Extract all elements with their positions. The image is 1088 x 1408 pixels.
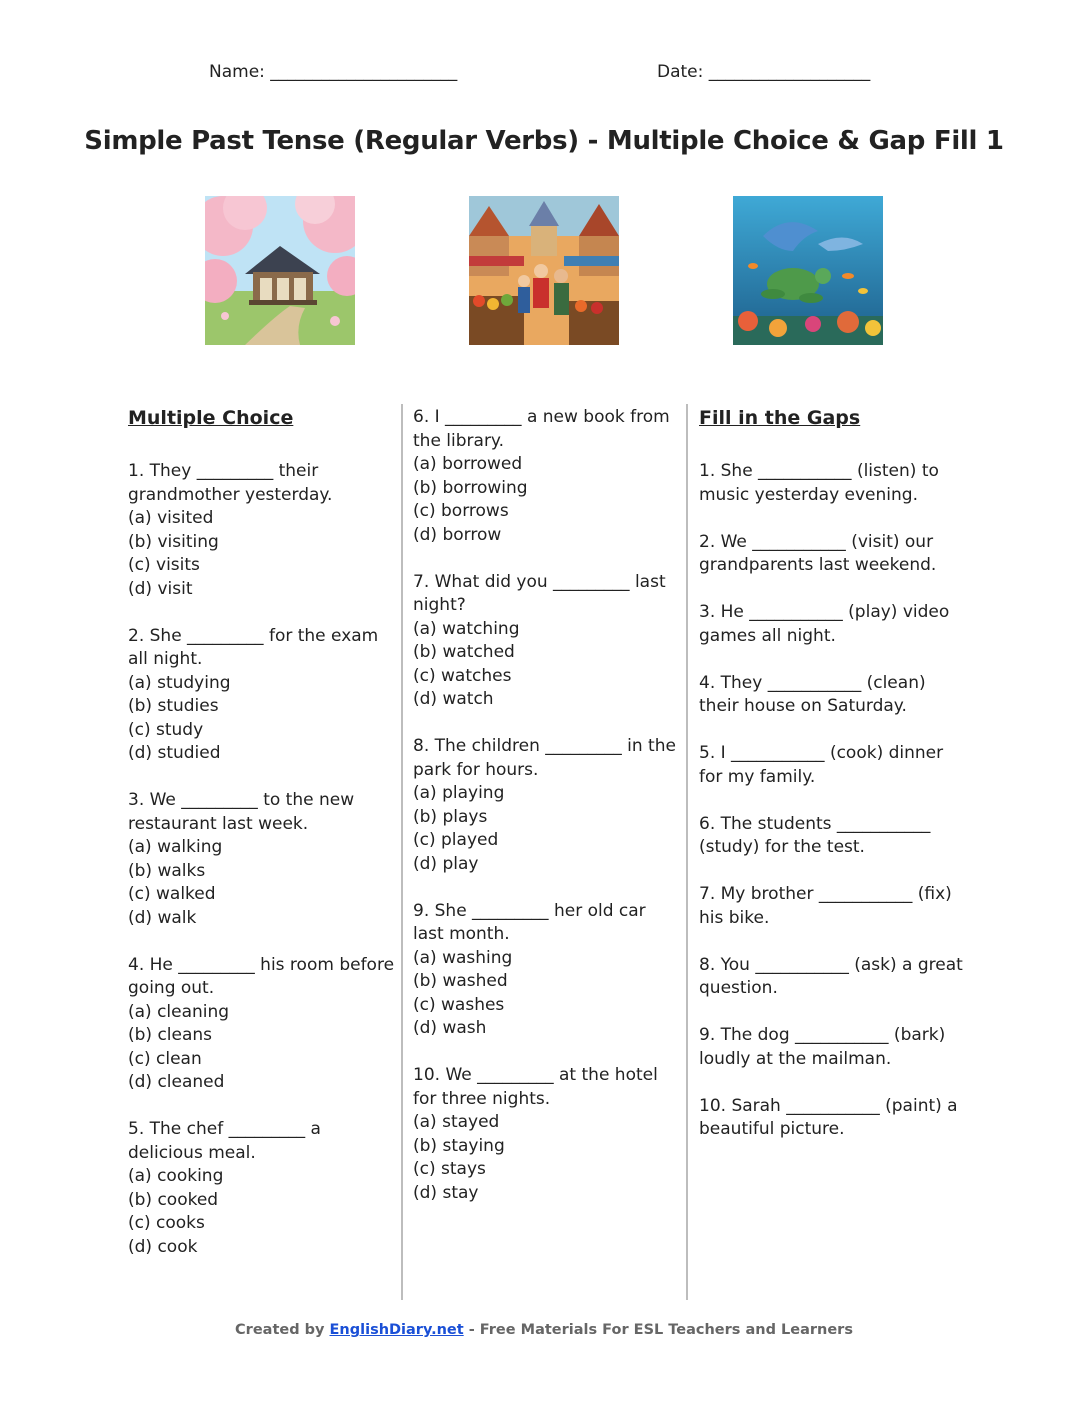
answer-option: (a) cleaning	[128, 1001, 230, 1022]
question-text: 5. The chef _________ a delicious meal.	[128, 1119, 321, 1163]
answer-option: (c) walked	[128, 884, 216, 904]
answer-option: (c) study	[128, 719, 204, 740]
village-market-icon	[469, 196, 619, 345]
question-text: 2. She _________ for the exam all night.	[128, 625, 379, 669]
page-title: Simple Past Tense (Regular Verbs) - Multiple Choice & Gap Fill 1	[84, 126, 1004, 156]
answer-option: (a) walking	[128, 837, 223, 857]
column-divider-right	[686, 404, 688, 1300]
answer-option: (a) watching	[413, 618, 520, 639]
answer-option: (a) stayed	[413, 1112, 500, 1132]
question-text: 3. We _________ to the new restaurant last week.	[128, 790, 355, 834]
date-field: Date: ___________________	[657, 62, 871, 82]
gap-item-6: 6. The students ___________ (study) for the test.	[699, 813, 931, 857]
question-text: 1. They _________ their grandmother yesterday.	[128, 461, 333, 505]
question-1	[128, 460, 396, 601]
japanese-house-cherry-blossoms-icon	[205, 196, 355, 345]
answer-option: (d) walk	[128, 907, 197, 928]
answer-option: (d) studied	[128, 743, 221, 763]
answer-option: (b) cleans	[128, 1025, 213, 1045]
question-text: 6. I _________ a new book from the library.	[413, 407, 670, 451]
footer-suffix: - Free Materials For ESL Teachers and Learners	[463, 1322, 853, 1338]
answer-option: (d) watch	[413, 689, 494, 709]
footer-prefix: Created by	[235, 1322, 330, 1338]
question-text: 4. He _________ his room before going out.	[128, 954, 395, 998]
footer	[0, 1322, 1088, 1338]
question-6	[413, 406, 681, 547]
answer-option: (c) washes	[413, 994, 505, 1015]
gap-item-10: 10. Sarah ___________ (paint) a beautiful picture.	[699, 1095, 958, 1139]
gap-item-3: 3. He ___________ (play) video games all night.	[699, 602, 950, 646]
multiple-choice-column-2	[413, 406, 681, 1229]
answer-option: (d) play	[413, 853, 479, 874]
gap-item-1: 1. She ___________ (listen) to music yesterday evening.	[699, 461, 939, 505]
multiple-choice-column-1	[128, 406, 396, 1283]
footer-link[interactable]: EnglishDiary.net	[329, 1322, 464, 1338]
question-text: 7. What did you _________ last night?	[413, 571, 666, 615]
answer-option: (b) staying	[413, 1135, 505, 1156]
answer-option: (b) cooked	[128, 1189, 219, 1210]
gap-item-2: 2. We ___________ (visit) our grandparents last weekend.	[699, 531, 937, 575]
question-8	[413, 735, 681, 876]
question-9	[413, 900, 681, 1041]
gap-item-9: 9. The dog ___________ (bark) loudly at the mailman.	[699, 1025, 946, 1069]
column-divider-left	[401, 404, 403, 1300]
answer-option: (c) cooks	[128, 1213, 205, 1233]
answer-option: (a) visited	[128, 508, 214, 528]
gap-fill-heading: Fill in the Gaps	[699, 407, 861, 429]
question-7	[413, 571, 681, 712]
gap-item-8: 8. You ___________ (ask) a great question.	[699, 954, 963, 998]
answer-option: (d) stay	[413, 1182, 479, 1203]
question-5	[128, 1118, 396, 1259]
question-text: 9. She _________ her old car last month.	[413, 900, 646, 944]
answer-option: (a) playing	[413, 783, 505, 803]
answer-option: (a) cooking	[128, 1166, 224, 1186]
answer-option: (b) watched	[413, 642, 515, 662]
answer-option: (d) cleaned	[128, 1072, 225, 1092]
answer-option: (a) washing	[413, 947, 513, 968]
answer-option: (b) plays	[413, 806, 488, 827]
gap-item-4: 4. They ___________ (clean) their house on Saturday.	[699, 672, 926, 716]
multiple-choice-heading: Multiple Choice	[128, 407, 294, 429]
answer-option: (d) borrow	[413, 524, 502, 545]
question-text: 10. We _________ at the hotel for three nights.	[413, 1065, 658, 1109]
answer-option: (b) studies	[128, 696, 219, 716]
answer-option: (c) visits	[128, 555, 200, 575]
answer-option: (b) visiting	[128, 531, 219, 552]
gap-item-5: 5. I ___________ (cook) dinner for my family.	[699, 743, 944, 787]
underwater-dolphins-turtle-icon	[733, 196, 883, 345]
answer-option: (a) studying	[128, 672, 231, 693]
answer-option: (d) wash	[413, 1018, 487, 1038]
question-10	[413, 1064, 681, 1205]
answer-option: (c) stays	[413, 1159, 486, 1179]
question-text: 8. The children _________ in the park for hours.	[413, 736, 676, 780]
answer-option: (b) washed	[413, 971, 508, 991]
answer-option: (a) borrowed	[413, 454, 523, 474]
answer-option: (c) clean	[128, 1048, 202, 1069]
gap-fill-column	[699, 406, 967, 1165]
answer-option: (c) borrows	[413, 501, 509, 521]
answer-option: (d) visit	[128, 578, 193, 599]
answer-option: (d) cook	[128, 1236, 198, 1257]
answer-option: (c) watches	[413, 665, 512, 686]
answer-option: (c) played	[413, 830, 499, 850]
answer-option: (b) walks	[128, 860, 206, 881]
answer-option: (b) borrowing	[413, 477, 528, 498]
question-4	[128, 954, 396, 1095]
gap-item-7: 7. My brother ___________ (fix) his bike.	[699, 884, 952, 928]
name-field: Name: ______________________	[209, 62, 458, 82]
question-3	[128, 789, 396, 930]
question-2	[128, 625, 396, 766]
